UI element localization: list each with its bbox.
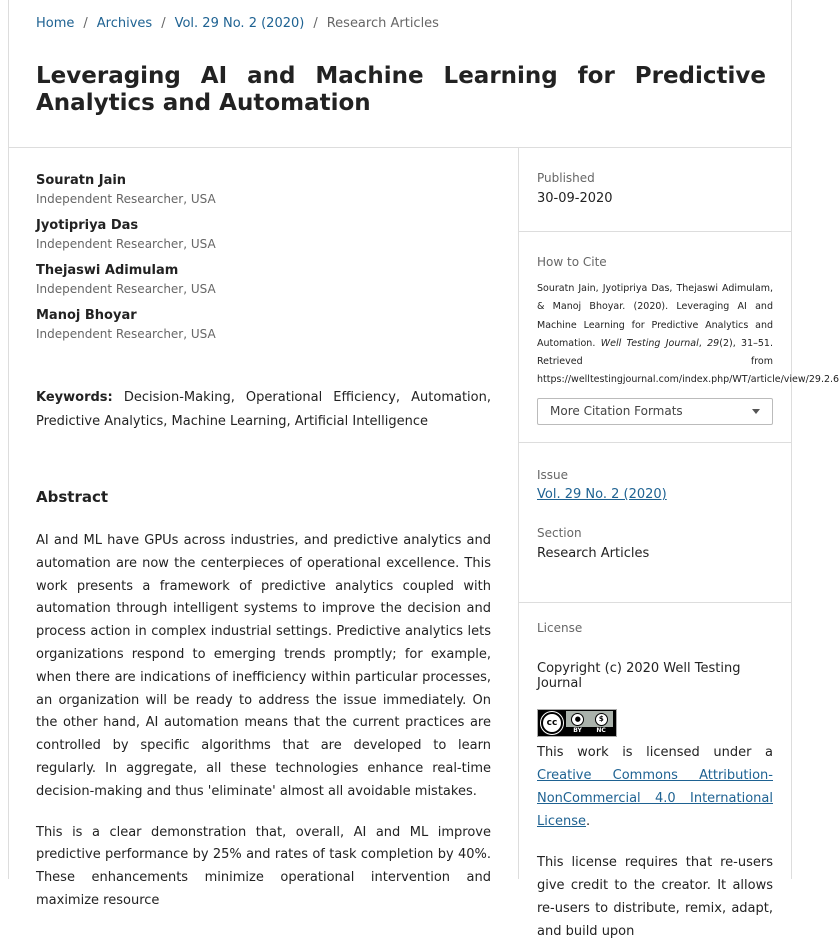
abstract-paragraph: AI and ML have GPUs across industries, and predictive analytics and automation are now the centerpieces of operational excellence. This work presents a framework of predictive analytics coupled with automation through intelligent systems to improve the decision and process action in complex industrial settings. Predictive analytics lets organizations respond to emerging trends promptly; for example, when there are indications of inefficiency within particular processes, an organization will be ready to address the issue immediately. On the other hand, AI automation means that the current practices are controlled by specific algorithms that are developed to learn regularly. In aggregate, all these technologies enhance real-time decision-making and thus 'eliminate' almost all avoidable mistakes. [36,533,491,799]
author-name: Manoj Bhoyar [36,308,137,323]
cc-badge-image [537,709,617,737]
issue-link[interactable]: Vol. 29 No. 2 (2020) [537,487,667,502]
copyright-text: Copyright (c) 2020 Well Testing Journal [537,661,741,691]
article-title: Leveraging AI and Machine Learning for Predictive Analytics and Automation [36,63,766,116]
how-to-cite-block [519,232,839,443]
more-citation-formats-dropdown[interactable] [537,398,773,425]
license-block [519,603,791,943]
keywords-value: Decision-Making, Operational Efficiency, Automation, Predictive Analytics, Machine Learning, Artificial Intelligence [36,390,491,429]
cc-badge-labels [566,727,613,735]
abstract-body [36,530,491,931]
citation-authors-title: Souratn Jain, Jyotipriya Das, Thejaswi Adimulam, & Manoj Bhoyar. (2020). Leveraging AI and Machine Learning for Predictive Analytics and Automation. [537,283,773,349]
breadcrumb-separator: / [83,16,88,31]
cc-badge-right [566,711,613,735]
citation-comma: , [698,337,708,349]
citation-text [537,280,839,390]
author-name: Jyotipriya Das [36,218,139,233]
author-entry [36,217,491,253]
author-entry [36,262,491,298]
author-entry [36,307,491,343]
published-date: 30-09-2020 [537,191,613,206]
license-statement [537,741,773,833]
cc-nc-label: NC [596,727,606,734]
license-link[interactable]: Creative Commons Attribution-NonCommercial 4.0 International License [537,768,773,829]
author-affiliation: Independent Researcher, USA [36,237,216,251]
published-label: Published [537,171,595,185]
section-value: Research Articles [537,546,650,561]
breadcrumb-home[interactable]: Home [36,16,75,31]
author-name: Thejaswi Adimulam [36,263,179,278]
keywords [36,386,491,434]
cc-icon: cc [541,712,563,734]
license-text-after: . [586,814,591,829]
author-affiliation: Independent Researcher, USA [36,282,216,296]
chevron-down-icon [752,409,760,414]
attribution-icon: ● [571,713,584,726]
author-affiliation: Independent Researcher, USA [36,327,216,341]
published-block [519,148,791,232]
keywords-label: Keywords: [36,390,113,405]
license-label: License [537,621,583,635]
sidebar [519,148,839,943]
noncommercial-icon: $ [595,713,608,726]
cc-license-badge[interactable] [537,709,773,737]
issue-section-block [519,443,791,603]
citation-volume: 29 [707,337,720,349]
breadcrumb-archives[interactable]: Archives [96,16,153,31]
author-entry [36,172,491,208]
more-citation-formats-label: More Citation Formats [550,404,683,419]
license-requirement: This license requires that re-users give credit to the creator. It allows re-users to distribute, remix, adapt, and build upon [537,855,773,939]
main-column [36,172,491,908]
how-to-cite-label: How to Cite [537,255,607,269]
license-text-before: This work is licensed under a [537,745,773,760]
cc-by-label: BY [573,727,582,734]
author-name: Souratn Jain [36,173,127,188]
breadcrumb-separator: / [161,16,166,31]
breadcrumb [36,16,439,31]
citation-rest: (2), 31–51. Retrieved from https://welltestingjournal.com/index.php/WT/article/view/29.2.6 [537,337,839,386]
breadcrumb-separator: / [313,16,318,31]
breadcrumb-issue[interactable]: Vol. 29 No. 2 (2020) [174,16,305,31]
abstract-heading: Abstract [36,488,109,506]
citation-journal: Well Testing Journal [600,337,699,349]
cc-badge-icons [566,711,613,727]
author-affiliation: Independent Researcher, USA [36,192,216,206]
issue-label: Issue [537,468,569,482]
article-page [8,0,839,939]
section-label: Section [537,526,582,540]
breadcrumb-current: Research Articles [326,16,439,31]
abstract-paragraph: This is a clear demonstration that, overall, AI and ML improve predictive performance by 25% and rates of task completion by 40%. These enhancements minimize operational intervention and maximize resource [36,824,491,908]
